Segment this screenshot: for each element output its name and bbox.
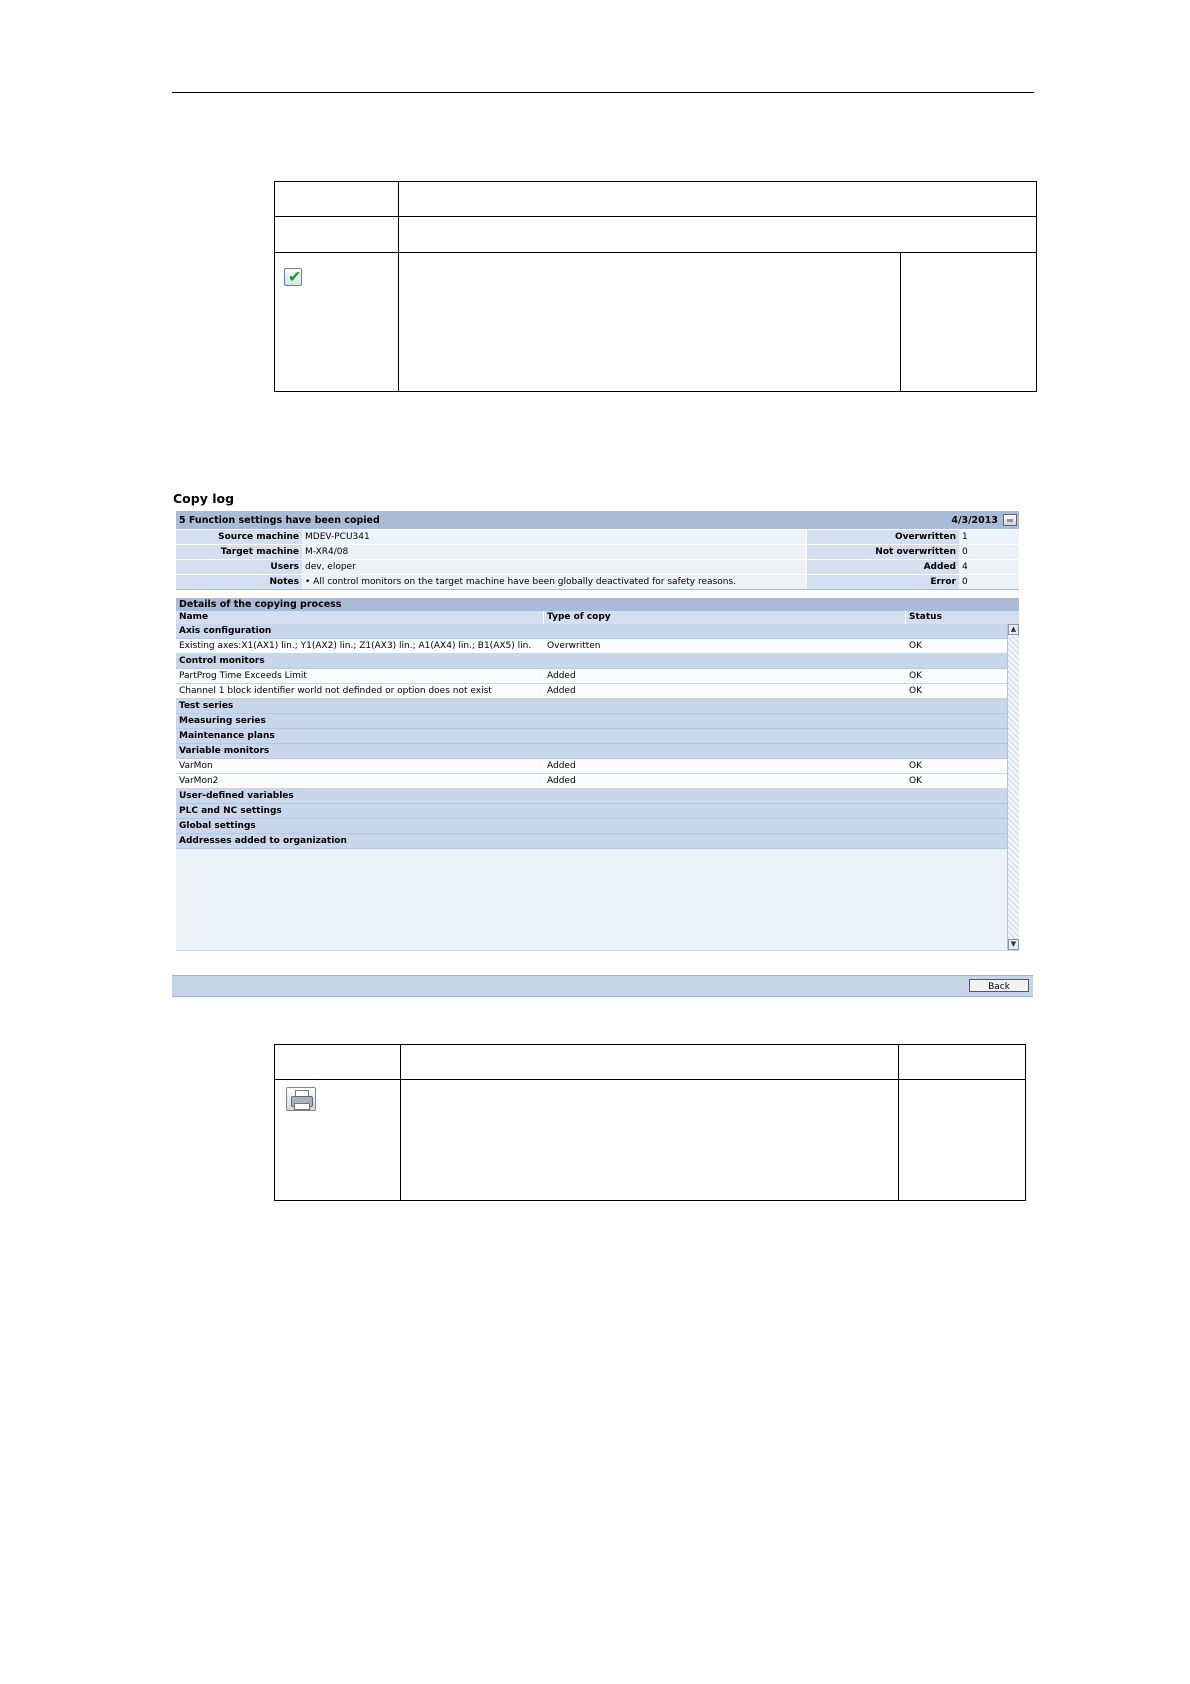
summary-row bbox=[176, 544, 806, 559]
copy-log-header bbox=[176, 511, 1019, 529]
column-header-name: Name bbox=[179, 612, 209, 622]
summary-right bbox=[806, 529, 1019, 589]
back-button[interactable]: Back bbox=[969, 979, 1029, 992]
group-header: Control monitors bbox=[176, 654, 1007, 669]
group-header: Maintenance plans bbox=[176, 729, 1007, 744]
detail-status: OK bbox=[905, 759, 1007, 773]
summary-value: MDEV-PCU341 bbox=[302, 530, 806, 544]
scrollbar[interactable] bbox=[1007, 624, 1019, 950]
header-title: 5 Function settings have been copied bbox=[179, 514, 380, 526]
summary-value: dev, eloper bbox=[302, 560, 806, 574]
checkmark-icon: ✔ bbox=[284, 268, 302, 286]
summary-value: 0 bbox=[959, 575, 1019, 589]
summary-row bbox=[807, 544, 1019, 559]
details-section bbox=[176, 598, 1019, 951]
table-divider bbox=[400, 1044, 401, 1201]
summary-label: Error bbox=[807, 575, 959, 589]
summary-value: 1 bbox=[959, 530, 1019, 544]
summary-value: • All control monitors on the target machine have been globally deactivated for safety reasons. bbox=[302, 575, 806, 589]
summary-row bbox=[807, 574, 1019, 589]
detail-type: Added bbox=[543, 684, 905, 698]
group-header: Axis configuration bbox=[176, 624, 1007, 639]
column-headers bbox=[176, 611, 1019, 624]
table-divider bbox=[274, 1079, 1026, 1080]
summary-value: M-XR4/08 bbox=[302, 545, 806, 559]
detail-row[interactable] bbox=[176, 639, 1007, 654]
summary-label: Source machine bbox=[176, 530, 302, 544]
column-header-status: Status bbox=[905, 611, 1019, 624]
detail-row[interactable] bbox=[176, 759, 1007, 774]
group-header: Global settings bbox=[176, 819, 1007, 834]
detail-status: OK bbox=[905, 684, 1007, 698]
scroll-down-icon[interactable]: ▼ bbox=[1008, 939, 1019, 950]
detail-type: Added bbox=[543, 669, 905, 683]
table-divider bbox=[274, 216, 1037, 217]
summary-label: Overwritten bbox=[807, 530, 959, 544]
print-icon[interactable] bbox=[1003, 514, 1017, 526]
details-title: Details of the copying process bbox=[176, 598, 1019, 611]
detail-row[interactable] bbox=[176, 669, 1007, 684]
detail-name: VarMon bbox=[179, 761, 213, 771]
print-icon bbox=[286, 1087, 316, 1111]
summary-value: 0 bbox=[959, 545, 1019, 559]
summary-row bbox=[807, 559, 1019, 574]
group-header: PLC and NC settings bbox=[176, 804, 1007, 819]
header-rule bbox=[172, 92, 1034, 93]
detail-row[interactable] bbox=[176, 684, 1007, 699]
group-header: Variable monitors bbox=[176, 744, 1007, 759]
table-divider bbox=[398, 181, 399, 392]
group-header: Test series bbox=[176, 699, 1007, 714]
detail-name: VarMon2 bbox=[179, 776, 219, 786]
summary-label: Not overwritten bbox=[807, 545, 959, 559]
summary-info bbox=[176, 529, 1019, 590]
table-border bbox=[274, 181, 1037, 392]
summary-row bbox=[807, 529, 1019, 544]
summary-row bbox=[176, 529, 806, 544]
table-divider bbox=[274, 252, 1037, 253]
detail-status: OK bbox=[905, 774, 1007, 788]
summary-label: Users bbox=[176, 560, 302, 574]
group-header: Addresses added to organization bbox=[176, 834, 1007, 849]
copy-log-panel bbox=[176, 511, 1019, 951]
table-divider bbox=[900, 253, 901, 392]
detail-status: OK bbox=[905, 639, 1007, 653]
scroll-up-icon[interactable]: ▲ bbox=[1008, 624, 1019, 635]
summary-label: Notes bbox=[176, 575, 302, 589]
details-list[interactable] bbox=[176, 624, 1019, 950]
group-header: Measuring series bbox=[176, 714, 1007, 729]
detail-row[interactable] bbox=[176, 774, 1007, 789]
detail-status: OK bbox=[905, 669, 1007, 683]
detail-name: PartProg Time Exceeds Limit bbox=[179, 671, 307, 681]
detail-name: Channel 1 block identifier world not definded or option does not exist bbox=[179, 686, 492, 696]
summary-value: 4 bbox=[959, 560, 1019, 574]
table-divider bbox=[898, 1044, 899, 1201]
detail-name: Existing axes:X1(AX1) lin.; Y1(AX2) lin.; Z1(AX3) lin.; A1(AX4) lin.; B1(AX5) lin. bbox=[179, 641, 532, 651]
footer-bar bbox=[172, 975, 1033, 997]
detail-type: Added bbox=[543, 759, 905, 773]
summary-row bbox=[176, 574, 806, 589]
summary-row bbox=[176, 559, 806, 574]
table-border bbox=[274, 1044, 1026, 1201]
section-title: Copy log bbox=[173, 491, 235, 506]
summary-label: Added bbox=[807, 560, 959, 574]
group-header: User-defined variables bbox=[176, 789, 1007, 804]
detail-type: Overwritten bbox=[543, 639, 905, 653]
summary-label: Target machine bbox=[176, 545, 302, 559]
detail-type: Added bbox=[543, 774, 905, 788]
summary-left bbox=[176, 529, 806, 589]
column-header-type: Type of copy bbox=[543, 611, 905, 624]
header-date: 4/3/2013 bbox=[951, 514, 998, 526]
